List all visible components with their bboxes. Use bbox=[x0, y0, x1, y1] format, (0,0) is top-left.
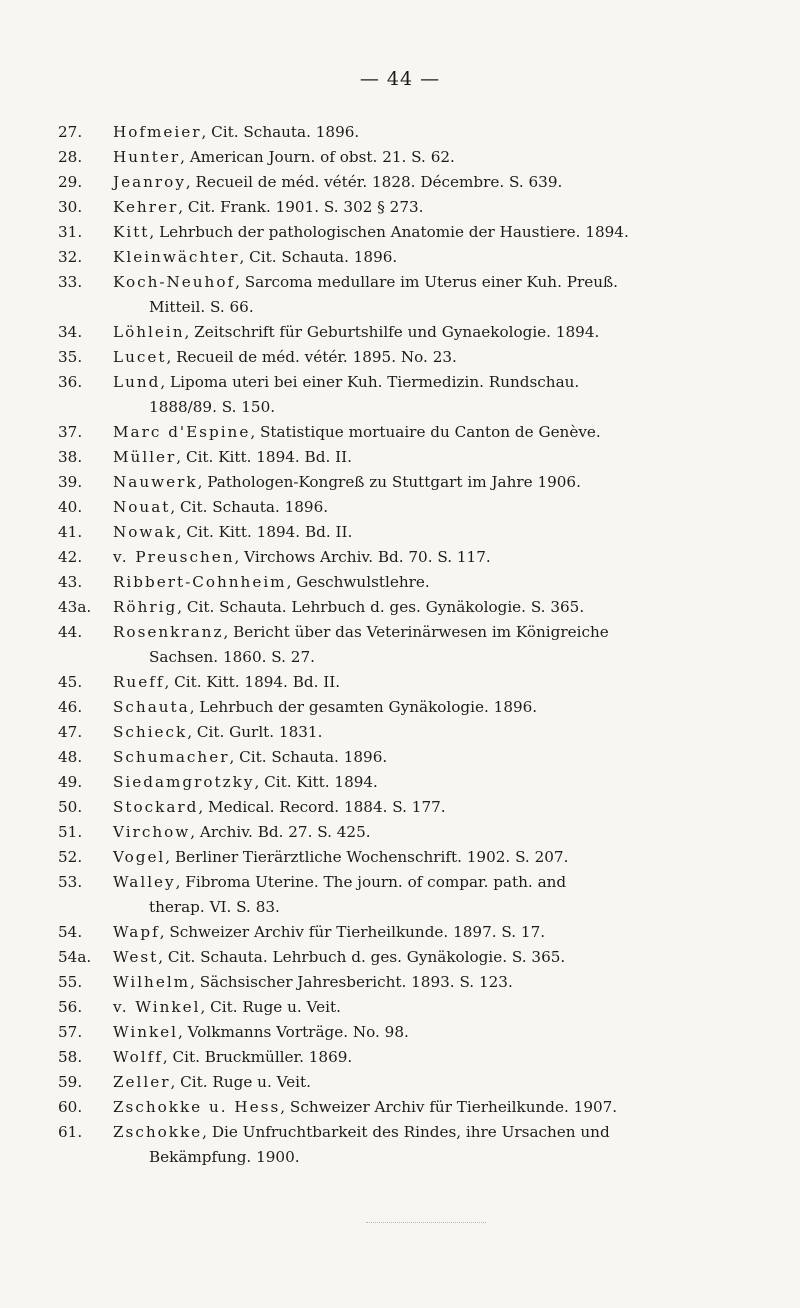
reference-item bbox=[58, 1020, 758, 1045]
reference-item bbox=[58, 470, 758, 495]
reference-item bbox=[58, 1120, 758, 1170]
reference-text bbox=[113, 870, 758, 920]
reference-author: Kehrer bbox=[113, 198, 179, 216]
reference-source: , American Journ. of obst. 21. S. 62. bbox=[180, 148, 455, 166]
reference-number: 42. bbox=[58, 548, 83, 566]
reference-number: 32. bbox=[58, 248, 83, 266]
reference-item bbox=[58, 420, 758, 445]
reference-number: 51. bbox=[58, 823, 83, 841]
reference-author: Wapf bbox=[113, 923, 160, 941]
reference-text bbox=[113, 320, 758, 345]
reference-continuation: Mitteil. S. 66. bbox=[149, 298, 254, 316]
reference-number: 29. bbox=[58, 173, 83, 191]
reference-text bbox=[113, 920, 758, 945]
reference-number: 45. bbox=[58, 673, 83, 691]
reference-author: Müller bbox=[113, 448, 177, 466]
reference-number: 31. bbox=[58, 223, 83, 241]
reference-item bbox=[58, 545, 758, 570]
reference-source: , Cit. Gurlt. 1831. bbox=[187, 723, 323, 741]
reference-source: , Recueil de méd. vétér. 1895. No. 23. bbox=[166, 348, 457, 366]
reference-item bbox=[58, 1045, 758, 1070]
reference-author: Zeller bbox=[113, 1073, 171, 1091]
reference-author: Zschokke bbox=[113, 1123, 203, 1141]
reference-source: , Cit. Schauta. 1896. bbox=[201, 123, 360, 141]
reference-item bbox=[58, 120, 758, 145]
reference-number: 36. bbox=[58, 373, 83, 391]
reference-item bbox=[58, 620, 758, 670]
reference-source: , Cit. Schauta. 1896. bbox=[170, 498, 329, 516]
reference-number: 59. bbox=[58, 1073, 83, 1091]
reference-text bbox=[113, 1020, 758, 1045]
reference-source: , Volkmanns Vorträge. No. 98. bbox=[178, 1023, 409, 1041]
reference-author: Nowak bbox=[113, 523, 177, 541]
reference-author: Rueff bbox=[113, 673, 165, 691]
reference-number: 43a. bbox=[58, 598, 92, 616]
reference-source: , Schweizer Archiv für Tierheilkunde. 1897. S. 17. bbox=[159, 923, 546, 941]
reference-item bbox=[58, 245, 758, 270]
reference-text bbox=[113, 945, 758, 970]
reference-text bbox=[113, 595, 758, 620]
reference-author: Schumacher bbox=[113, 748, 230, 766]
reference-author: Lund bbox=[113, 373, 161, 391]
reference-text bbox=[113, 745, 758, 770]
reference-text bbox=[113, 370, 758, 420]
reference-source: , Virchows Archiv. Bd. 70. S. 117. bbox=[234, 548, 491, 566]
reference-text bbox=[113, 470, 758, 495]
reference-source: , Pathologen-Kongreß zu Stuttgart im Jahre 1906. bbox=[197, 473, 581, 491]
reference-number: 40. bbox=[58, 498, 83, 516]
reference-author: Virchow bbox=[113, 823, 191, 841]
reference-item bbox=[58, 145, 758, 170]
reference-item bbox=[58, 845, 758, 870]
reference-author: Koch-Neuhof bbox=[113, 273, 236, 291]
reference-item bbox=[58, 345, 758, 370]
reference-number: 30. bbox=[58, 198, 83, 216]
reference-item bbox=[58, 495, 758, 520]
reference-item bbox=[58, 320, 758, 345]
reference-number: 38. bbox=[58, 448, 83, 466]
reference-author: Schieck bbox=[113, 723, 188, 741]
reference-source: , Sarcoma medullare im Uterus einer Kuh. Preuß. bbox=[235, 273, 618, 291]
reference-number: 27. bbox=[58, 123, 83, 141]
reference-text bbox=[113, 1095, 758, 1120]
reference-text bbox=[113, 845, 758, 870]
reference-item bbox=[58, 170, 758, 195]
reference-author: Wolff bbox=[113, 1048, 163, 1066]
reference-text bbox=[113, 495, 758, 520]
reference-source: , Schweizer Archiv für Tierheilkunde. 1907. bbox=[280, 1098, 618, 1116]
reference-number: 57. bbox=[58, 1023, 83, 1041]
reference-author: Marc d'Espine bbox=[113, 423, 251, 441]
reference-source: , Lehrbuch der pathologischen Anatomie der Haustiere. 1894. bbox=[149, 223, 629, 241]
reference-number: 46. bbox=[58, 698, 83, 716]
reference-text bbox=[113, 195, 758, 220]
reference-source: , Cit. Ruge u. Veit. bbox=[200, 998, 341, 1016]
reference-item bbox=[58, 970, 758, 995]
reference-number: 37. bbox=[58, 423, 83, 441]
reference-number: 55. bbox=[58, 973, 83, 991]
reference-source: , Cit. Schauta. 1896. bbox=[229, 748, 388, 766]
reference-item bbox=[58, 195, 758, 220]
reference-text bbox=[113, 620, 758, 670]
reference-number: 54. bbox=[58, 923, 83, 941]
reference-item bbox=[58, 1070, 758, 1095]
reference-item bbox=[58, 795, 758, 820]
reference-author: Hofmeier bbox=[113, 123, 202, 141]
reference-text bbox=[113, 1045, 758, 1070]
reference-source: , Bericht über das Veterinärwesen im Königreiche bbox=[223, 623, 609, 641]
reference-item bbox=[58, 570, 758, 595]
reference-text bbox=[113, 695, 758, 720]
reference-number: 28. bbox=[58, 148, 83, 166]
reference-source: , Cit. Schauta. 1896. bbox=[239, 248, 398, 266]
reference-item bbox=[58, 595, 758, 620]
reference-text bbox=[113, 345, 758, 370]
reference-source: , Lipoma uteri bei einer Kuh. Tiermedizin. Rundschau. bbox=[160, 373, 580, 391]
reference-source: , Cit. Kitt. 1894. bbox=[254, 773, 378, 791]
reference-source: , Archiv. Bd. 27. S. 425. bbox=[190, 823, 371, 841]
reference-author: Ribbert-Cohnheim bbox=[113, 573, 287, 591]
reference-author: Jeanroy bbox=[113, 173, 186, 191]
reference-text bbox=[113, 995, 758, 1020]
reference-number: 35. bbox=[58, 348, 83, 366]
reference-text bbox=[113, 795, 758, 820]
footer-rule bbox=[366, 1222, 486, 1223]
reference-text bbox=[113, 820, 758, 845]
reference-source: , Cit. Ruge u. Veit. bbox=[170, 1073, 311, 1091]
reference-text bbox=[113, 720, 758, 745]
reference-number: 56. bbox=[58, 998, 83, 1016]
reference-number: 39. bbox=[58, 473, 83, 491]
reference-item bbox=[58, 720, 758, 745]
reference-item bbox=[58, 670, 758, 695]
reference-item bbox=[58, 370, 758, 420]
reference-source: , Cit. Kitt. 1894. Bd. II. bbox=[164, 673, 341, 691]
reference-author: Kitt bbox=[113, 223, 150, 241]
reference-text bbox=[113, 570, 758, 595]
reference-text bbox=[113, 445, 758, 470]
reference-text bbox=[113, 770, 758, 795]
reference-number: 41. bbox=[58, 523, 83, 541]
reference-continuation: therap. VI. S. 83. bbox=[149, 898, 280, 916]
reference-number: 50. bbox=[58, 798, 83, 816]
reference-author: Hunter bbox=[113, 148, 181, 166]
reference-source: , Cit. Schauta. Lehrbuch d. ges. Gynäkologie. S. 365. bbox=[177, 598, 585, 616]
reference-text bbox=[113, 420, 758, 445]
reference-text bbox=[113, 270, 758, 320]
reference-number: 60. bbox=[58, 1098, 83, 1116]
reference-item bbox=[58, 220, 758, 245]
reference-author: Vogel bbox=[113, 848, 166, 866]
reference-source: , Zeitschrift für Geburtshilfe und Gynaekologie. 1894. bbox=[184, 323, 600, 341]
reference-text bbox=[113, 1120, 758, 1170]
reference-author: Zschokke u. Hess bbox=[113, 1098, 281, 1116]
reference-item bbox=[58, 920, 758, 945]
reference-text bbox=[113, 545, 758, 570]
reference-item bbox=[58, 745, 758, 770]
reference-source: , Die Unfruchtbarkeit des Rindes, ihre Ursachen und bbox=[202, 1123, 610, 1141]
page-number: — 44 — bbox=[359, 68, 441, 90]
reference-author: Kleinwächter bbox=[113, 248, 240, 266]
reference-text bbox=[113, 170, 758, 195]
reference-source: , Recueil de méd. vétér. 1828. Décembre. S. 639. bbox=[185, 173, 563, 191]
reference-number: 47. bbox=[58, 723, 83, 741]
reference-continuation: 1888/89. S. 150. bbox=[149, 398, 276, 416]
reference-item bbox=[58, 945, 758, 970]
reference-author: West bbox=[113, 948, 159, 966]
reference-source: , Cit. Kitt. 1894. Bd. II. bbox=[176, 448, 352, 466]
reference-author: Walley bbox=[113, 873, 176, 891]
reference-author: v. Preuschen bbox=[113, 548, 235, 566]
reference-number: 49. bbox=[58, 773, 83, 791]
reference-item bbox=[58, 520, 758, 545]
reference-author: Stockard bbox=[113, 798, 199, 816]
reference-text bbox=[113, 145, 758, 170]
reference-source: , Cit. Frank. 1901. S. 302 § 273. bbox=[178, 198, 424, 216]
reference-text bbox=[113, 245, 758, 270]
reference-author: Löhlein bbox=[113, 323, 185, 341]
reference-source: , Berliner Tierärztliche Wochenschrift. 1902. S. 207. bbox=[165, 848, 569, 866]
reference-author: v. Winkel bbox=[113, 998, 201, 1016]
reference-item bbox=[58, 995, 758, 1020]
reference-source: , Statistique mortuaire du Canton de Genève. bbox=[250, 423, 601, 441]
reference-source: , Cit. Bruckmüller. 1869. bbox=[162, 1048, 353, 1066]
reference-author: Nouat bbox=[113, 498, 171, 516]
reference-author: Schauta bbox=[113, 698, 190, 716]
reference-item bbox=[58, 1095, 758, 1120]
reference-author: Wilhelm bbox=[113, 973, 191, 991]
reference-number: 44. bbox=[58, 623, 83, 641]
reference-source: , Cit. Kitt. 1894. Bd. II. bbox=[176, 523, 353, 541]
reference-number: 61. bbox=[58, 1123, 83, 1141]
reference-source: , Geschwulstlehre. bbox=[286, 573, 430, 591]
reference-author: Nauwerk bbox=[113, 473, 198, 491]
reference-number: 43. bbox=[58, 573, 83, 591]
reference-item bbox=[58, 870, 758, 920]
reference-source: , Lehrbuch der gesamten Gynäkologie. 1896. bbox=[189, 698, 538, 716]
reference-source: , Cit. Schauta. Lehrbuch d. ges. Gynäkologie. S. 365. bbox=[158, 948, 566, 966]
reference-text bbox=[113, 970, 758, 995]
reference-item bbox=[58, 770, 758, 795]
reference-item bbox=[58, 820, 758, 845]
reference-author: Lucet bbox=[113, 348, 167, 366]
reference-item bbox=[58, 695, 758, 720]
reference-item bbox=[58, 445, 758, 470]
reference-number: 53. bbox=[58, 873, 83, 891]
reference-number: 54a. bbox=[58, 948, 92, 966]
reference-source: , Fibroma Uterine. The journ. of compar. path. and bbox=[175, 873, 567, 891]
reference-author: Röhrig bbox=[113, 598, 178, 616]
reference-source: , Medical. Record. 1884. S. 177. bbox=[198, 798, 446, 816]
reference-text bbox=[113, 220, 758, 245]
reference-author: Winkel bbox=[113, 1023, 179, 1041]
reference-author: Siedamgrotzky bbox=[113, 773, 255, 791]
reference-number: 34. bbox=[58, 323, 83, 341]
reference-text bbox=[113, 520, 758, 545]
reference-text bbox=[113, 1070, 758, 1095]
reference-source: , Sächsischer Jahresbericht. 1893. S. 123. bbox=[190, 973, 513, 991]
reference-continuation: Sachsen. 1860. S. 27. bbox=[149, 648, 315, 666]
reference-number: 48. bbox=[58, 748, 83, 766]
reference-item bbox=[58, 270, 758, 320]
reference-text bbox=[113, 120, 758, 145]
reference-number: 58. bbox=[58, 1048, 83, 1066]
reference-number: 33. bbox=[58, 273, 83, 291]
reference-number: 52. bbox=[58, 848, 83, 866]
reference-list bbox=[58, 120, 758, 1170]
reference-author: Rosenkranz bbox=[113, 623, 224, 641]
reference-text bbox=[113, 670, 758, 695]
reference-continuation: Bekämpfung. 1900. bbox=[149, 1148, 300, 1166]
